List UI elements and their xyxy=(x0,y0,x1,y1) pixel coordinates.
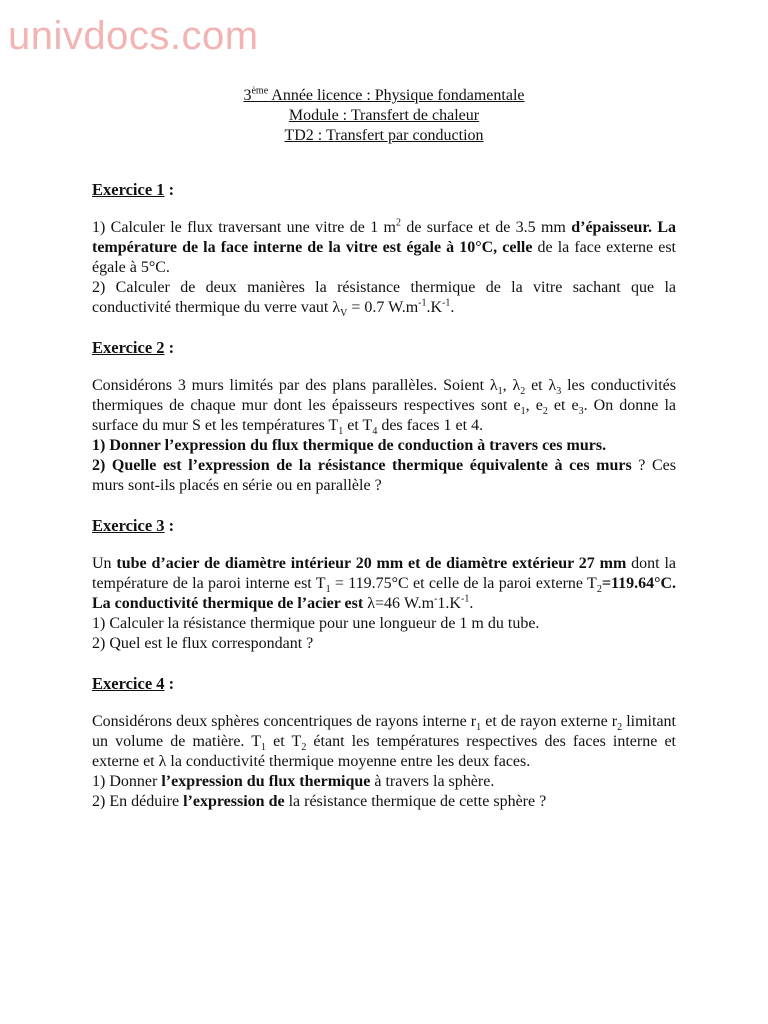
exercise-3-question-2: 2) Quel est le flux correspondant ? xyxy=(92,635,314,652)
document-body xyxy=(92,180,676,812)
exercise-2-question-1: 1) Donner l’expression du flux thermique de conduction à travers ces murs. xyxy=(92,437,607,454)
exercise-1-question-1: 1) Calculer le flux traversant une vitre de 1 $m^2$ de surface et de 3.5 mm d’épaisseur. La température de la face interne de la vitre est égale à 10°C, celle de la face externe est égale à 5°C. xyxy=(92,217,677,276)
exercise-4-question-1: 1) Donner l’expression du flux thermique à travers la sphère. xyxy=(92,773,495,790)
header-line-1: 3ème Année licence : Physique fondamentale xyxy=(243,85,525,104)
exercise-2 xyxy=(92,338,676,496)
header-line-3: TD2 : Transfert par conduction xyxy=(284,127,484,144)
watermark-logo: univdocs.com xyxy=(8,14,259,58)
exercise-1 xyxy=(92,180,676,318)
exercise-2-question-2: 2) Quelle est l’expression de la résistance thermique équivalente à ces murs ? Ces murs sont-ils placés en série ou en parallèle ? xyxy=(92,457,677,494)
header-line-2: Module : Transfert de chaleur xyxy=(288,107,480,124)
document-header xyxy=(0,86,768,146)
exercise-4-question-2: 2) En déduire l’expression de la résistance thermique de cette sphère ? xyxy=(92,793,547,810)
exercise-3-title: Exercice 3 : xyxy=(92,516,175,535)
exercise-1-question-2: 2) Calculer de deux manières la résistance thermique de la vitre sachant que la conductivité thermique du verre vaut $\lambda_V = 0.7$ $W.m^{-1}.K^{-1}$. xyxy=(92,279,676,320)
exercise-4-title: Exercice 4 : xyxy=(92,674,175,693)
exercise-2-title: Exercice 2 : xyxy=(92,338,175,357)
exercise-1-title: Exercice 1 : xyxy=(92,180,175,199)
exercise-3 xyxy=(92,516,676,654)
exercise-3-question-1: 1) Calculer la résistance thermique pour une longueur de 1 m du tube. xyxy=(92,615,540,632)
exercise-4-statement: Considérons deux sphères concentriques de rayons interne $r_1$ et de rayon externe $r_2$ limitant un volume de matière. $T_1$ et $T_2$ étant les températures respectives des faces interne et externe et λ la conductivité thermique moyenne entre les deux faces. xyxy=(92,713,677,770)
exercise-4 xyxy=(92,674,676,812)
exercise-3-statement: Un tube d’acier de diamètre intérieur 20 mm et de diamètre extérieur 27 mm dont la température de la paroi interne est $T_1 = 119.75^\circ C$ et celle de la paroi externe $T_2=119.64^\circ C$. La conductivité thermique de l’acier est λ=46 $W.m^-1.K^{-1}$. xyxy=(92,555,677,612)
exercise-2-statement: Considérons 3 murs limités par des plans parallèles. Soient $\lambda_1$, $\lambda_2$ et $\lambda_3$ les conductivités thermiques de chaque mur dont les épaisseurs respectives sont $e_1$, $e_2$ et $e_3$. On donne la surface du mur S et les températures $T_1$ et $T_4$ des faces 1 et 4. xyxy=(92,377,677,438)
